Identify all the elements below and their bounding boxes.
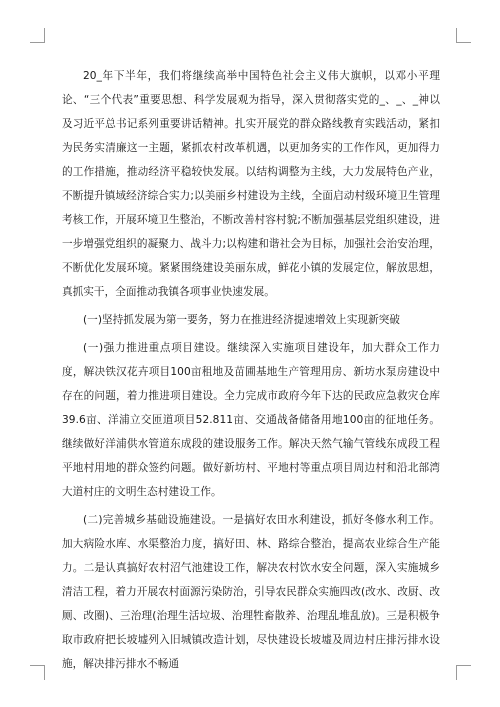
crop-mark-bottom-left	[30, 665, 45, 680]
intro-paragraph: 20_年下半年，我们将继续高举中国特色社会主义伟大旗帜，以邓小平理论、“三个代表”重要思想、科学发展观为指导，深入贯彻落实党的_、_、_神以及习近平总书记系列重要讲话精神。扎实开展党的群众路线教育实践活动，紧扣为民务实清廉这一主题，紧抓农村改革机遇，以更加务实的工作作风，更加得力的工作措施，推动经济平稳较快发展。以结构调整为主线，大力发展特色产业，不断提升镇域经济综合实力;以美丽乡村建设为主线，全面启动村级环境卫生管理考核工作，开展环境卫生整治，不断改善村容村貌;不断加强基层党组织建设，进一步增强党组织的凝聚力、战斗力;以构建和谐社会为目标，加强社会治安治理，不断优化发展环境。紧紧围绕建设美丽东成，鲜花小镇的发展定位，解放思想，真抓实干，全面推动我镇各项事业快速发展。	[62, 70, 440, 298]
crop-mark-top-right	[456, 28, 471, 43]
paragraph-infrastructure: (二)完善城乡基础设施建设。一是搞好农田水利建设，抓好冬修水利工作。加大病险水库、水渠整治力度，搞好田、林、路综合整治，提高农业综合生产能力。二是认真搞好农村沼气池建设工作，解决农村饮水安全问题，深入实施城乡清洁工程，着力开展农村面源污染防治，引导农民群众实施四改(改水、改厨、改厕、改圈)、三治理(治理生活垃圾、治理牲畜散养、治理乱堆乱放)。三是积极争取市政府把长坡墟列入旧城镇改造计划，尽快建设长坡墟及周边村庄排污排水设施，解决排污排水不畅通	[62, 514, 440, 670]
document-body	[62, 64, 440, 680]
crop-mark-top-left	[30, 28, 45, 43]
section-heading: (一)坚持抓发展为第一要务，努力在推进经济提速增效上实现新突破	[83, 314, 401, 326]
crop-mark-bottom-right	[456, 665, 471, 680]
paragraph-key-projects: (一)强力推进重点项目建设。继续深入实施项目建设年，加大群众工作力度，解决铁汉花卉项目100亩租地及苗圃基地生产管理用房、新坊水泵房建设中存在的问题，着力推进项目建设。全力完成市政府今年下达的民政应急救灾仓库39.6亩、洋浦立交匝道项目52.811亩、交通战备储备用地100亩的征地任务。继续做好洋浦供水管道东成段的建设服务工作。解决天然气输气管线东成段工程平地村用地的群众签约问题。做好新坊村、平地村等重点项目周边村和沿北部湾大道村庄的文明生态村建设工作。	[62, 342, 440, 498]
